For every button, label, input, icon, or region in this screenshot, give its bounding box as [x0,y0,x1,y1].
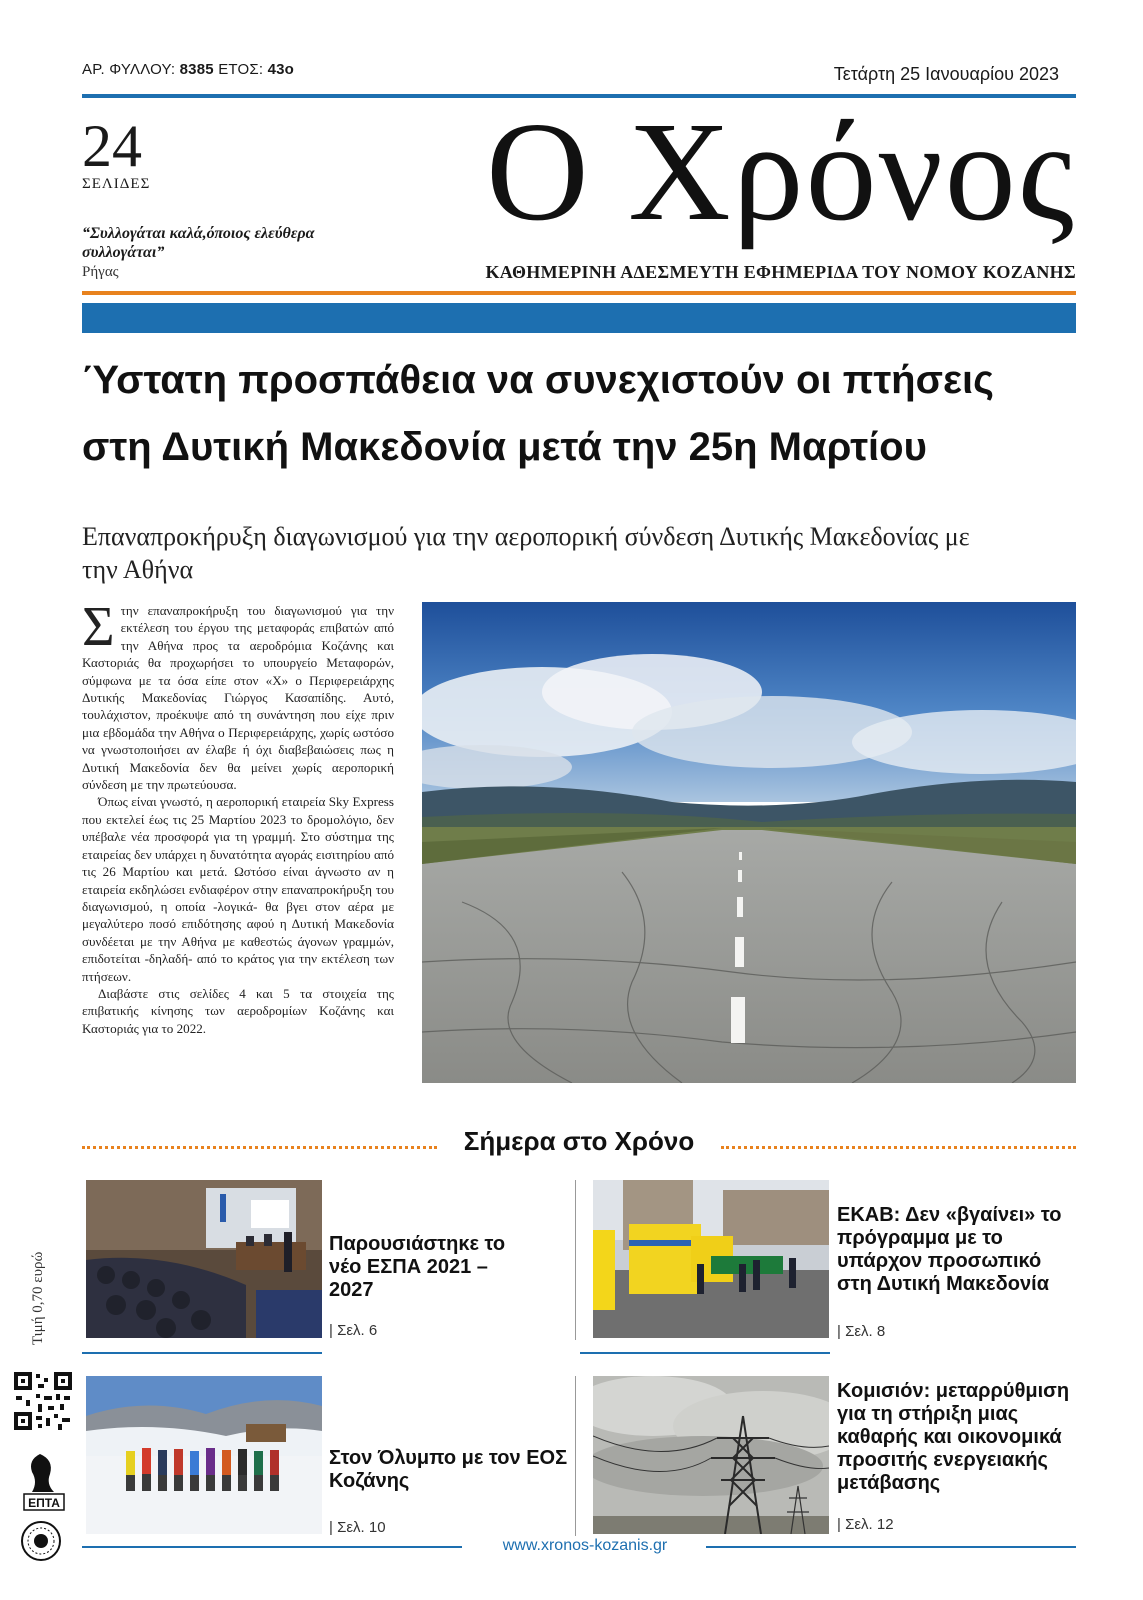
article-body [82,596,394,1037]
newspaper-tagline: ΚΑΘΗΜΕΡΙΝΗ ΑΔΕΣΜΕΥΤΗ ΕΦΗΜΕΡΙΔΑ ΤΟΥ ΝΟΜΟΥ ΚΟΖΑΝΗΣ [485,262,1076,282]
today-rule-left [82,1146,437,1149]
teaser-divider-bottom [575,1376,576,1536]
footer-rule-right [706,1546,1076,1548]
pages-count: 24 [82,113,142,179]
paragraph-1-text: την επαναπροκήρυξη του διαγωνισμού για την εκτέλεση του έργου της μεταφοράς επιβατών από την Αθήνα προς τα αεροδρόμια Κοζάνης και Καστοριάς θα προχωρήσει το υπουργείο Μεταφορών, σύμφωνα με τα όσα είπε στον «Χ» ο Περιφερειάρχης Δυτικής Μακεδονίας Γιώργος Κασαπίδης. Αυτό, τουλάχιστον, προέκυψε από τη συνάντηση που είχε πριν μια εβδομάδα την Αθήνα ο Περιφερειάρχης, χωρίς ωστόσο να γνωστοποιήσει αν έλαβε ή όχι διαβεβαιώσεις πως η Δυτική Μακεδονία δεν θα μείνει χωρίς αεροπορική σύνδεση με την πρωτεύουσα. [82,603,394,793]
motto-quote: “Συλλογάται καλά,όποιος ελεύθερα συλλογάται” [82,225,315,261]
subheadline: Επαναπροκήρυξη διαγωνισμού για την αεροπορική σύνδεση Δυτικής Μακεδονίας με την Αθήνα [82,522,970,584]
power-lines-photo[interactable] [593,1376,829,1534]
teaser-3-page: | Σελ. 10 [329,1519,386,1536]
teaser-1-title[interactable]: Παρουσιάστηκε το νέο ΕΣΠΑ 2021 – 2027 [329,1233,506,1301]
olympus-image [86,1376,322,1534]
issue-date: Τετάρτη 25 Ιανουαρίου 2023 [833,64,1059,84]
epta-logo-icon [20,1450,68,1514]
teaser-4-title[interactable]: Κομισιόν: μεταρρύθμιση για τη στήριξη μιας καθαρής και οικονομικά προσιτής ενεργειακής μετάβασης [837,1380,1070,1494]
espa-photo[interactable] [86,1180,322,1338]
qr-code-graphic [14,1372,72,1430]
teaser-2-page: | Σελ. 8 [837,1323,886,1340]
teaser-2-title[interactable]: ΕΚΑΒ: Δεν «βγαίνει» το πρόγραμμα με το υπάρχον προσωπικό στη Δυτική Μακεδονία [837,1204,1062,1295]
runway-image [422,602,1076,1083]
issue-info [82,61,294,78]
pages-label: ΣΕΛΙΔΕΣ [82,176,151,192]
teaser-rule-right [580,1352,830,1354]
today-rule-right [721,1146,1076,1149]
ekav-photo[interactable] [593,1180,829,1338]
issue-number: 8385 [179,61,214,78]
price-label [26,1215,56,1345]
year-label: ΕΤΟΣ: [218,61,264,78]
qr-code-icon[interactable] [14,1372,72,1430]
teaser-rule-left [82,1352,322,1354]
orange-rule [82,291,1076,295]
website-link[interactable]: www.xronos-kozanis.gr [502,1537,668,1554]
dropcap: Σ [82,596,115,658]
teaser-3-title[interactable]: Στον Όλυμπο με τον ΕΟΣ Κοζάνης [329,1447,568,1492]
epta-logo-graphic [20,1450,68,1514]
seal-logo-icon [20,1520,62,1562]
seal-logo-graphic [20,1520,62,1562]
teaser-divider-top [575,1180,576,1340]
today-title: Σήμερα στο Χρόνο [463,1126,695,1156]
olympus-photo[interactable] [86,1376,322,1534]
headline-line2[interactable]: στη Δυτική Μακεδονία μετά την 25η Μαρτίου [82,425,927,469]
blue-band [82,303,1076,333]
headline-line1[interactable]: Ύστατη προσπάθεια να συνεχιστούν οι πτήσεις [82,358,994,402]
newspaper-logo[interactable]: Ο Χρόνος [486,92,1076,250]
ekav-image [593,1180,829,1338]
paragraph-2: Όπως είναι γνωστό, η αεροπορική εταιρεία Sky Express που εκτελεί έως τις 25 Μαρτίου 2023 το δρομολόγιο, δεν υπέβαλε νέα προσφορά για τη γραμμή. Στο σύστημα της εταιρείας δεν υπάρχει η δυνατότητα αγοράς εισιτηρίου από τις 26 Μαρτίου και μετά. Ωστόσο είναι άγνωστο αν η εταιρεία εκδηλώσει ενδιαφέρον στην επαναπροκήρυξη του διαγωνισμού, η οποία -λογικά- θα βγει στον αέρα με μεγαλύτερο ποσό επιδότησης αφού η Δυτική Μακεδονία συνδέεται με την Αθήνα με καθεστώς άγονων γραμμών, επιδοτείται -δηλαδή- από το κράτος για την εκτέλεση των πτήσεων. [82,794,394,984]
price-text: Τιμή 0,70 ευρώ [30,1251,46,1345]
issue-label: ΑΡ. ΦΥΛΛΟΥ: [82,61,176,78]
paragraph-1 [82,596,394,793]
year-number: 43ο [267,61,295,78]
power-lines-image [593,1376,829,1534]
footer-rule-left [82,1546,462,1548]
motto-author: Ρήγας [82,264,119,280]
svg-text:ΕΠΤΑ: ΕΠΤΑ [28,1496,60,1510]
teaser-4-page: | Σελ. 12 [837,1516,894,1533]
runway-photo[interactable] [422,602,1076,1083]
espa-image [86,1180,322,1338]
teaser-1-page: | Σελ. 6 [329,1322,378,1339]
paragraph-3: Διαβάστε στις σελίδες 4 και 5 τα στοιχεία της επιβατικής κίνησης των αεροδρομίων Κοζάνης και Καστοριάς για το 2022. [82,985,394,1036]
